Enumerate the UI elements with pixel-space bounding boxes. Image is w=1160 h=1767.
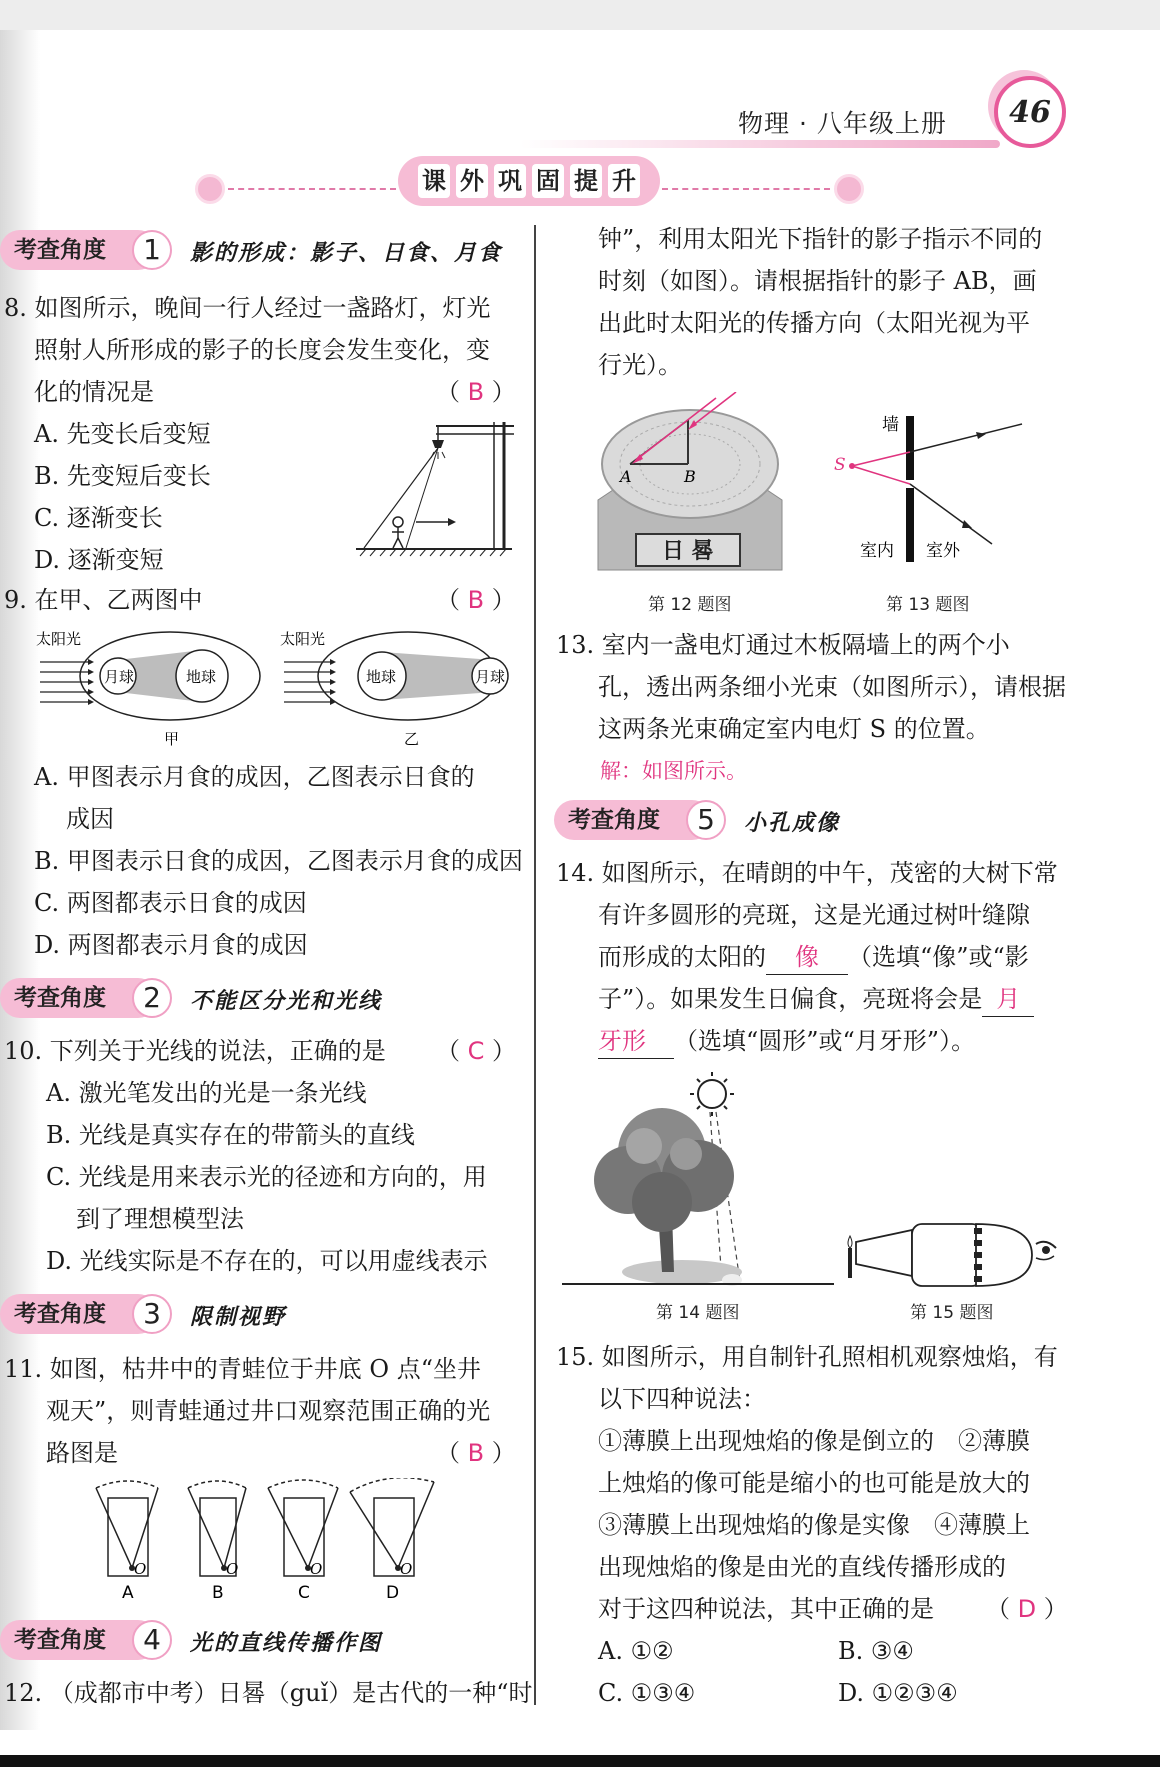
bottom-border — [0, 1755, 1160, 1767]
q11-answer: B — [467, 1439, 485, 1467]
banner-char: 课 — [418, 164, 450, 198]
q14-line — [598, 978, 1034, 1020]
q10-option-a: A. 激光笔发出的光是一条光线 — [46, 1079, 367, 1107]
q15-answer: D — [1017, 1595, 1037, 1623]
q15-line: 以下四种说法： — [598, 1385, 766, 1413]
point-a-label: A — [620, 467, 632, 486]
q14-blank-2b: 牙形 — [598, 1024, 674, 1059]
section-tag-label: 考查角度 — [554, 800, 712, 840]
banner-left-dash — [228, 188, 396, 190]
q11-line: 11. 如图，枯井中的青蛙位于井底 O 点“坐井 — [4, 1355, 481, 1383]
section-tag-label: 考查角度 — [0, 230, 158, 270]
q15-line: ①薄膜上出现烛焰的像是倒立的 ②薄膜 — [598, 1427, 1030, 1455]
q13-line: 13. 室内一盏电灯通过木板隔墙上的两个小 — [556, 631, 1010, 659]
figure-13-caption: 第 13 题图 — [886, 595, 970, 615]
eclipse-figure — [30, 626, 520, 756]
q8-line: 化的情况是 — [34, 378, 154, 406]
q15-line: ③薄膜上出现烛焰的像是实像 ④薄膜上 — [598, 1511, 1030, 1539]
banner-char: 提 — [570, 164, 602, 198]
q9-stem: 9. 在甲、乙两图中 — [4, 586, 203, 614]
figure-14-caption: 第 14 题图 — [656, 1303, 740, 1323]
q8-line: 8. 如图所示，晚间一行人经过一盏路灯，灯光 — [4, 294, 491, 322]
section-topic: 不能区分光和光线 — [190, 988, 383, 1014]
banner-right-dot — [834, 174, 864, 204]
q14-text: 而形成的太阳的 — [598, 943, 766, 971]
point-o-label: O — [310, 1560, 323, 1578]
figure-yi-label: 乙 — [404, 730, 420, 748]
q13-solution: 解：如图所示。 — [600, 759, 747, 783]
banner-right-dash — [662, 188, 830, 190]
q12-line: 钟”，利用太阳光下指针的影子指示不同的 — [598, 225, 1043, 253]
q15-answer-bracket: （ D ） — [986, 1595, 1068, 1623]
q12-line: 行光）。 — [598, 351, 682, 379]
q14-line: 有许多圆形的亮斑，这是光通过树叶缝隙 — [598, 901, 1030, 929]
q15-line: 出现烛焰的像是由光的直线传播形成的 — [598, 1553, 1006, 1581]
figure-12-caption: 第 12 题图 — [648, 595, 732, 615]
q14-line — [598, 1020, 975, 1062]
q12-line: 出此时太阳光的传播方向（太阳光视为平 — [598, 309, 1030, 337]
section-topic: 影的形成：影子、日食、月食 — [190, 240, 503, 266]
banner-char: 巩 — [494, 164, 526, 198]
source-s-label: S — [834, 455, 846, 475]
section-topic: 限制视野 — [190, 1304, 287, 1330]
banner-char: 固 — [532, 164, 564, 198]
sundial-inscription: 日 晷 — [662, 539, 714, 564]
q14-text: 子”）。如果发生日偏食，亮斑将会是 — [598, 985, 983, 1013]
section-tag-number: 5 — [686, 800, 726, 840]
q8-option-d: D. 逐渐变短 — [34, 546, 164, 574]
tree-light-spot-figure — [562, 1072, 840, 1290]
q10-answer: C — [467, 1037, 485, 1065]
figure-jia-label: 甲 — [164, 730, 180, 748]
q10-stem: 10. 下列关于光线的说法，正确的是 — [4, 1037, 386, 1065]
q10-option-b: B. 光线是真实存在的带箭头的直线 — [46, 1121, 415, 1149]
q8-option-c: C. 逐渐变长 — [34, 504, 163, 532]
earth-label: 地球 — [366, 668, 397, 686]
sunlight-label: 太阳光 — [36, 630, 82, 648]
pinhole-camera-figure — [846, 1214, 1062, 1294]
section-tag-number: 1 — [132, 230, 172, 270]
q10-option-c-cont: 到了理想模型法 — [76, 1205, 244, 1233]
streetlamp-figure — [356, 418, 516, 558]
q13-line: 孔，透出两条细小光束（如图所示），请根据 — [598, 673, 1066, 701]
q14-line — [598, 936, 1029, 978]
q15-option-b: B. ③④ — [838, 1637, 914, 1665]
q15-line: 对于这四种说法，其中正确的是 — [598, 1595, 934, 1623]
section-tag-label: 考查角度 — [0, 978, 158, 1018]
q13-line: 这两条光束确定室内电灯 S 的位置。 — [598, 715, 990, 743]
banner-left-dot — [195, 174, 225, 204]
q14-blank-2a: 月 — [982, 982, 1034, 1017]
q15-line: 上烛焰的像可能是缩小的也可能是放大的 — [598, 1469, 1030, 1497]
q15-option-c: C. ①③④ — [598, 1679, 696, 1707]
point-o-label: O — [400, 1560, 413, 1578]
option-c-figure-label: C — [298, 1583, 310, 1602]
outdoor-label: 室外 — [926, 541, 960, 561]
page-number: 46 — [1009, 94, 1051, 130]
section-tag-label: 考查角度 — [0, 1620, 158, 1660]
section-tag-number: 4 — [132, 1620, 172, 1660]
point-o-label: O — [226, 1560, 239, 1578]
q15-option-d: D. ①②③④ — [838, 1679, 958, 1707]
banner-char: 外 — [456, 164, 488, 198]
q9-option-a-cont: 成因 — [66, 805, 114, 833]
q8-answer: B — [467, 378, 485, 406]
option-b-figure-label: B — [212, 1583, 224, 1602]
section-topic: 光的直线传播作图 — [190, 1630, 383, 1656]
q15-line: 15. 如图所示，用自制针孔照相机观察烛焰，有 — [556, 1343, 1058, 1371]
q8-line: 照射人所形成的影子的长度会发生变化，变 — [34, 336, 490, 364]
q8-answer-bracket: （ B ） — [436, 378, 516, 406]
q9-option-b: B. 甲图表示日食的成因，乙图表示月食的成因 — [34, 847, 523, 875]
q8-option-a: A. 先变长后变短 — [34, 420, 211, 448]
q14-blank-1: 像 — [766, 940, 848, 975]
moon-label: 月球 — [104, 668, 135, 686]
q10-option-c: C. 光线是用来表示光的径迹和方向的，用 — [46, 1163, 487, 1191]
q14-text: （选填“圆形”或“月牙形”）。 — [674, 1027, 976, 1055]
earth-label: 地球 — [186, 668, 217, 686]
section-tag-label: 考查角度 — [0, 1294, 158, 1334]
q14-text: （选填“像”或“影 — [848, 943, 1029, 971]
q11-line: 观天”，则青蛙通过井口观察范围正确的光 — [46, 1397, 491, 1425]
point-b-label: B — [684, 467, 696, 486]
option-d-figure-label: D — [386, 1583, 400, 1602]
column-divider — [534, 225, 536, 1705]
well-frog-figure — [88, 1478, 488, 1602]
page-number-badge — [994, 76, 1066, 148]
q15-option-a: A. ①② — [598, 1637, 674, 1665]
section-banner — [398, 156, 660, 206]
sundial-figure — [596, 392, 786, 576]
section-tag-number: 2 — [132, 978, 172, 1018]
q9-answer: B — [467, 586, 485, 614]
q11-answer-bracket: （ B ） — [436, 1439, 516, 1467]
q8-option-b: B. 先变短后变长 — [34, 462, 211, 490]
q11-line: 路图是 — [46, 1439, 118, 1467]
section-topic: 小孔成像 — [744, 810, 841, 836]
q9-option-c: C. 两图都表示日食的成因 — [34, 889, 307, 917]
figure-15-caption: 第 15 题图 — [910, 1303, 994, 1323]
moon-label: 月球 — [475, 668, 506, 686]
q9-option-d: D. 两图都表示月食的成因 — [34, 931, 308, 959]
wall-label: 墙 — [882, 415, 899, 435]
top-border — [0, 0, 1160, 30]
q10-answer-bracket: （ C ） — [436, 1037, 517, 1065]
q9-option-a: A. 甲图表示月食的成因，乙图表示日食的 — [34, 763, 475, 791]
section-tag-number: 3 — [132, 1294, 172, 1334]
q9-answer-bracket: （ B ） — [436, 586, 516, 614]
sunlight-label: 太阳光 — [280, 630, 326, 648]
banner-char: 升 — [608, 164, 640, 198]
q14-line: 14. 如图所示，在晴朗的中午，茂密的大树下常 — [556, 859, 1058, 887]
indoor-label: 室内 — [860, 541, 894, 561]
q12-line: 12. （成都市中考）日晷（guǐ）是古代的一种“时 — [4, 1679, 533, 1707]
q10-option-d: D. 光线实际是不存在的，可以用虚线表示 — [46, 1247, 488, 1275]
wall-pinhole-figure — [826, 412, 1046, 568]
header-rule — [520, 140, 1000, 148]
option-a-figure-label: A — [122, 1583, 134, 1602]
book-title: 物理 · 八年级上册 — [738, 109, 947, 138]
point-o-label: O — [134, 1560, 147, 1578]
q12-line: 时刻（如图）。请根据指针的影子 AB，画 — [598, 267, 1037, 295]
